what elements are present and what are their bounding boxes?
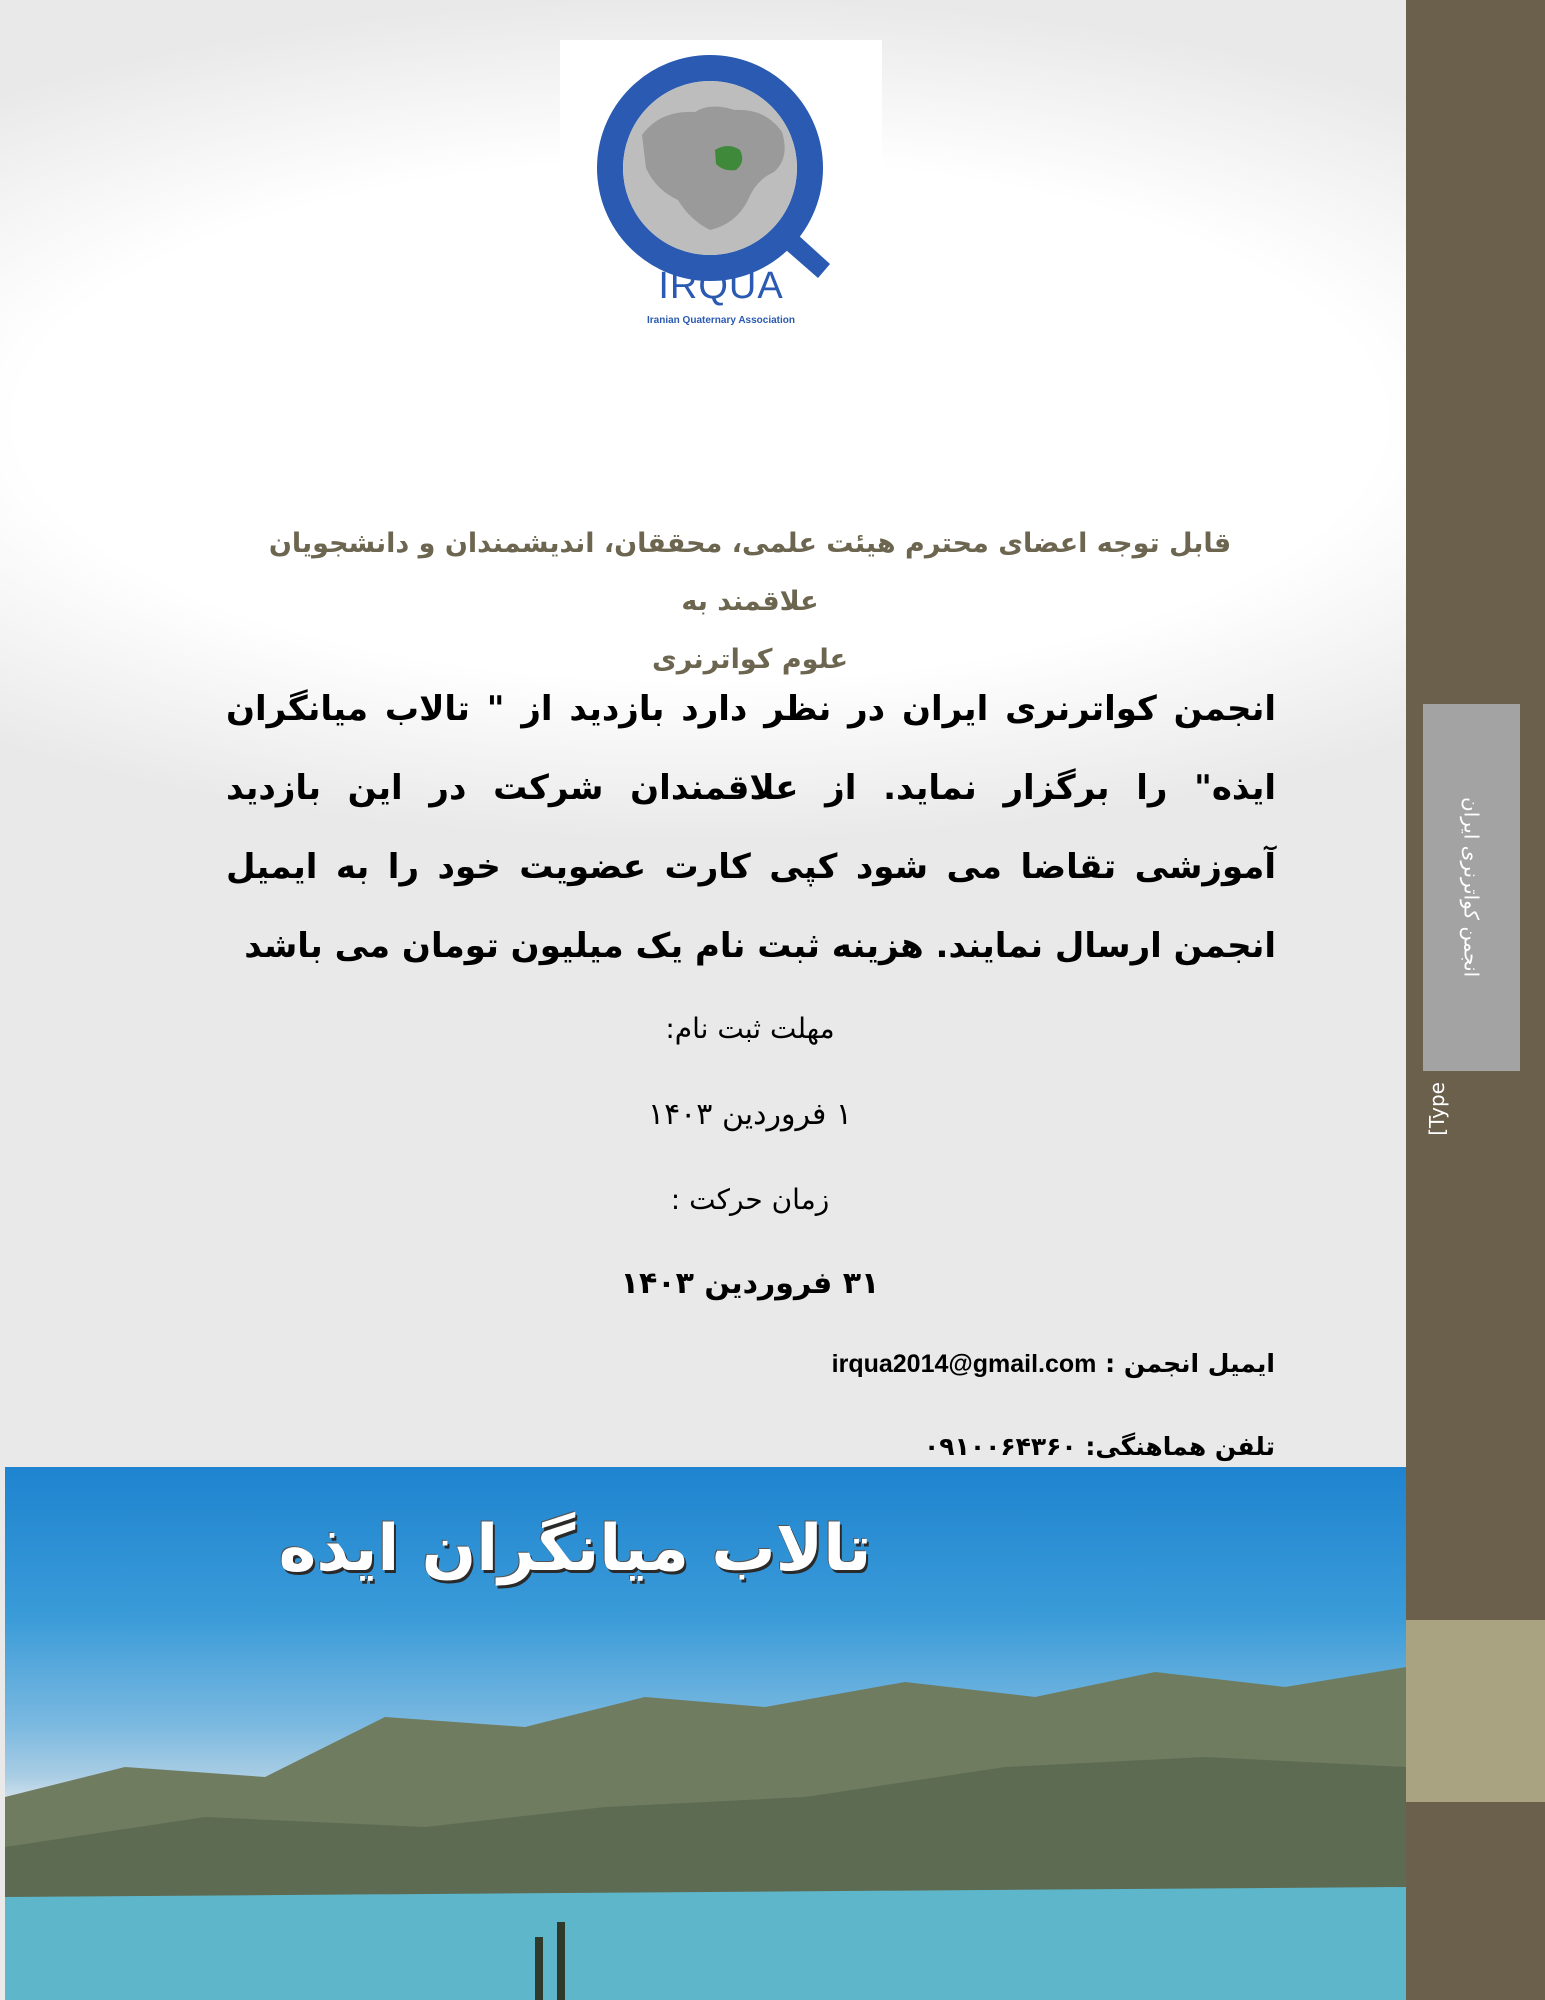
announcement-body: انجمن کواترنری ایران در نظر دارد بازدید از " تالاب میانگران ایذه" را برگزار نماید. از علاقمندان شرکت در این بازدید آموزشی تقاضا می شود کپی کارت عضویت خود را به ایمیل انجمن ارسال نمایند. هزینه ثبت نام یک میلیون تومان می باشد [226, 689, 1276, 966]
sidebar-band [1406, 1620, 1545, 1802]
photo-title: تالاب میانگران ایذه [278, 1512, 872, 1586]
email-line [832, 1349, 1275, 1379]
logo-subtitle: Iranian Quaternary Association [646, 315, 795, 326]
globe-q-icon [560, 40, 882, 300]
departure-label: زمان حرکت : [670, 1183, 830, 1216]
logo-name: IRQUA [658, 265, 784, 307]
phone-label: تلفن هماهنگی: [1085, 1432, 1275, 1461]
irqua-logo [560, 40, 882, 340]
audience-heading [240, 515, 1260, 689]
audience-line-1: قابل توجه اعضای محترم هیئت علمی، محققان، اندیشمندان و دانشجویان علاقمند به [268, 528, 1232, 617]
type-placeholder-text: [Type [1425, 1082, 1449, 1136]
deadline-label: مهلت ثبت نام: [665, 1012, 835, 1045]
deadline-date: ۱ فروردین ۱۴۰۳ [647, 1097, 853, 1132]
phone-line [924, 1432, 1275, 1461]
phone-number: ۰۹۱۰۰۶۴۳۶۰ [924, 1432, 1077, 1461]
audience-line-2: علوم کواترنری [651, 644, 849, 675]
departure-date: ۳۱ فروردین ۱۴۰۳ [620, 1266, 880, 1301]
email-address[interactable]: irqua2014@gmail.com [831, 1350, 1097, 1378]
wetland-photo [5, 1467, 1406, 2000]
email-label: ایمیل انجمن : [1105, 1349, 1275, 1378]
sidebar-label-wrap [1423, 704, 1520, 1071]
sidebar-vertical-label: انجمن کواترنری ایران [1459, 797, 1484, 978]
